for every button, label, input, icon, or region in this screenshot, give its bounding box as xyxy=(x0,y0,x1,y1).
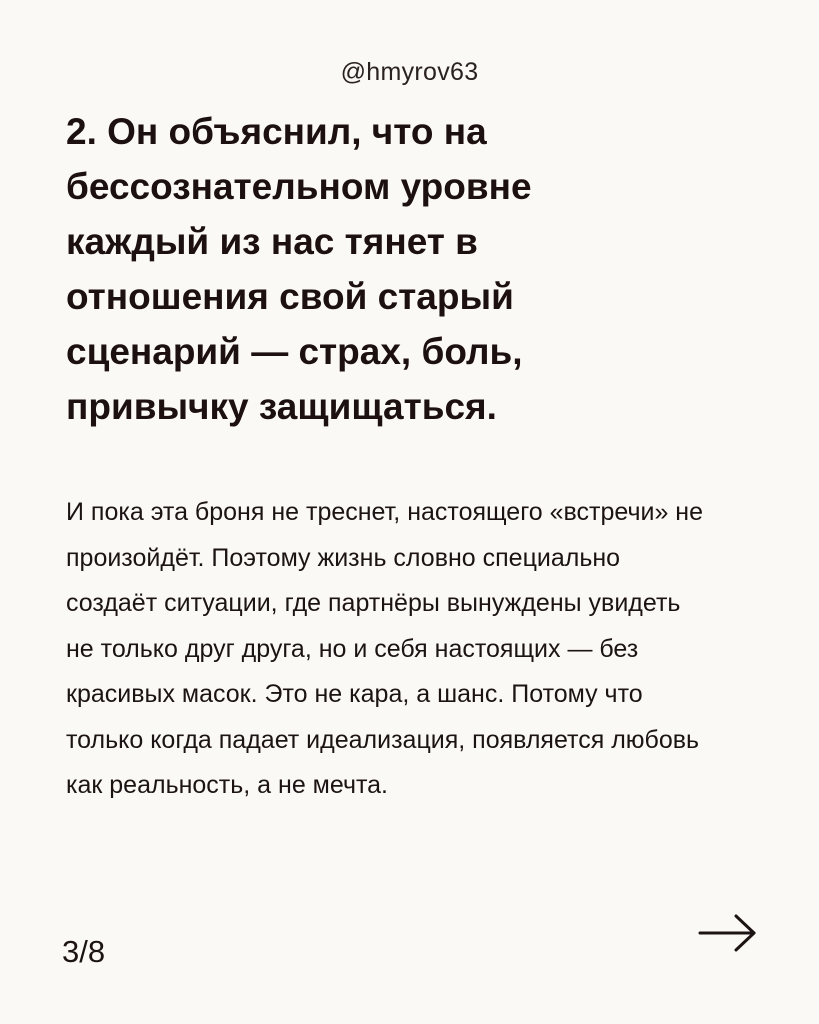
arrow-right-icon-svg xyxy=(698,912,758,954)
slide-body-text: И пока эта броня не треснет, настоящего «встречи» не произойдёт. Поэтому жизнь словно специально создаёт ситуации, где партнёры вынуждены увидеть не только друг друга, но и себя настоящих — без красивых масок. Это не кара, а шанс. Потому что только когда падает идеализация, появляется любовь как реальность, а не мечта. xyxy=(66,498,704,799)
arrow-right-icon[interactable] xyxy=(698,912,758,954)
author-handle: @hmyrov63 xyxy=(340,58,479,86)
slide-headline: 2. Он объяснил, что на бессознательном уровне каждый из нас тянет в отношения свой старый сценарий — страх, боль, привычку защищаться. xyxy=(66,111,532,427)
slide-counter: 3/8 xyxy=(62,934,106,969)
